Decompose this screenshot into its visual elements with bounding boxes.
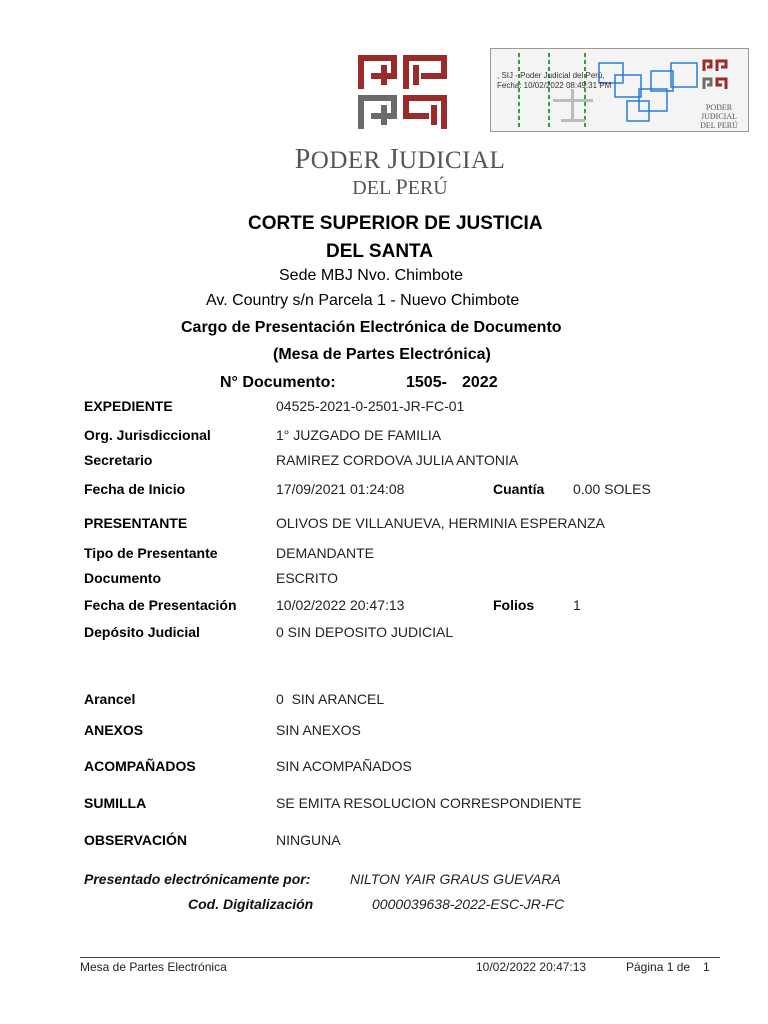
presentado-value: NILTON YAIR GRAUS GUEVARA [350,871,561,887]
deposito-value: 0 SIN DEPOSITO JUDICIAL [276,624,454,640]
footer-divider [80,957,720,958]
footer-page-label: Página 1 de [626,960,691,974]
fecha-inicio-value: 17/09/2021 01:24:08 [276,481,405,497]
acompanados-value: SIN ACOMPAÑADOS [276,758,412,774]
cargo-title: Cargo de Presentación Electrónica de Documento [181,319,562,336]
sumilla-label: SUMILLA [84,795,147,811]
footer-datetime: 10/02/2022 20:47:13 [476,960,587,974]
arancel-label: Arancel [84,691,136,707]
expediente-label: EXPEDIENTE [84,398,173,414]
observacion-label: OBSERVACIÓN [84,832,187,848]
acompanados-label: ACOMPAÑADOS [84,758,196,774]
court-title-line2: DEL SANTA [326,241,433,262]
cuantia-label: Cuantía [493,481,545,497]
fecha-inicio-label: Fecha de Inicio [84,481,186,497]
sede: Sede MBJ Nvo. Chimbote [279,267,464,284]
brand-name-line1: PODER JUDICIAL [294,144,506,175]
fecha-presentacion-value: 10/02/2022 20:47:13 [276,597,405,613]
mesa-title: (Mesa de Partes Electrónica) [273,346,491,363]
stamp-text: , SIJ - Poder Judicial del Perú, Fecha: 10/02/2022 08:49:31 PM [497,71,612,90]
court-title-line1: CORTE SUPERIOR DE JUSTICIA [248,213,543,234]
sumilla-value: SE EMITA RESOLUCION CORRESPONDIENTE [276,795,582,811]
fecha-presentacion-label: Fecha de Presentación [84,597,237,613]
tipo-presentante-value: DEMANDANTE [276,545,375,561]
presentante-label: PRESENTANTE [84,515,188,531]
poder-judicial-logo [356,52,450,132]
doc-year: 2022 [462,374,498,391]
footer-left: Mesa de Partes Electrónica [80,960,227,974]
brand-name-line2: DEL PERÚ [352,174,448,199]
digital-signature-stamp [490,48,749,132]
arancel-value: 0 SIN ARANCEL [276,691,385,707]
anexos-value: SIN ANEXOS [276,722,361,738]
presentado-label: Presentado electrónicamente por: [84,871,311,887]
deposito-label: Depósito Judicial [84,624,200,640]
doc-number: 1505- [406,374,447,391]
expediente-value: 04525-2021-0-2501-JR-FC-01 [276,398,465,414]
org-label: Org. Jurisdiccional [84,427,211,443]
anexos-label: ANEXOS [84,722,144,738]
cod-digitalizacion-label: Cod. Digitalización [188,896,314,912]
address: Av. Country s/n Parcela 1 - Nuevo Chimbote [206,292,520,309]
footer-page-total: 1 [703,960,710,974]
secretario-value: RAMIREZ CORDOVA JULIA ANTONIA [276,452,519,468]
tipo-presentante-label: Tipo de Presentante [84,545,218,561]
cuantia-value: 0.00 SOLES [573,481,651,497]
stamp-brand: PODER JUDICIAL DEL PERÚ [700,103,738,130]
secretario-label: Secretario [84,452,153,468]
documento-label: Documento [84,570,161,586]
folios-label: Folios [493,597,535,613]
folios-value: 1 [573,597,581,613]
observacion-value: NINGUNA [276,832,341,848]
documento-value: ESCRITO [276,570,338,586]
org-value: 1° JUZGADO DE FAMILIA [276,427,442,443]
cod-digitalizacion-value: 0000039638-2022-ESC-JR-FC [372,896,565,912]
presentante-value: OLIVOS DE VILLANUEVA, HERMINIA ESPERANZA [276,515,605,531]
doc-number-label: N° Documento: [220,374,336,391]
